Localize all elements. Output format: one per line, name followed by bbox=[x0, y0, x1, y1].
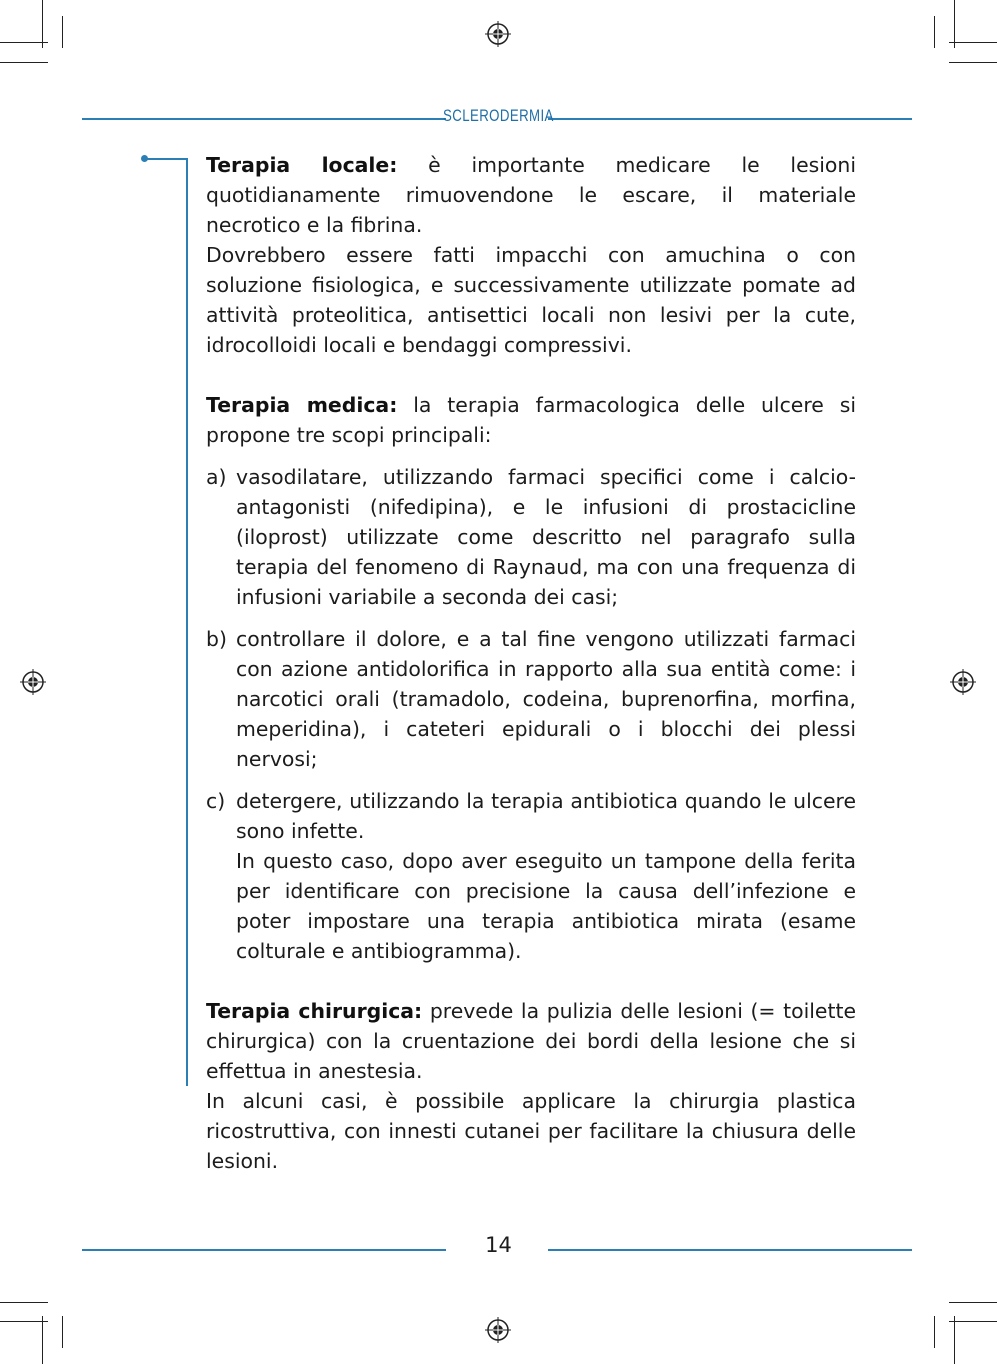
paragraph-terapia-locale bbox=[206, 150, 856, 240]
heading-terapia-chirurgica: Terapia chirurgica: bbox=[206, 999, 423, 1023]
paragraph-text: prevede la pulizia delle lesioni (= toilette chirurgica) con la cruentazione dei bordi della lesione che si effettua in anestesia. bbox=[206, 999, 856, 1083]
heading-terapia-locale: Terapia locale: bbox=[206, 153, 398, 177]
crop-mark bbox=[954, 1316, 955, 1364]
registration-mark-icon bbox=[485, 1317, 511, 1343]
crop-mark bbox=[62, 1316, 63, 1348]
crop-mark bbox=[934, 1316, 935, 1348]
crop-mark bbox=[949, 62, 997, 63]
crop-mark bbox=[0, 42, 48, 43]
body-text bbox=[206, 150, 856, 1176]
list-marker: c) bbox=[206, 789, 226, 813]
paragraph-text: la terapia farmacologica delle ulcere si propone tre scopi principali: bbox=[206, 393, 857, 447]
bracket-vertical bbox=[186, 158, 188, 1086]
crop-mark bbox=[42, 0, 43, 48]
paragraph-terapia-medica bbox=[206, 390, 856, 450]
registration-mark-icon bbox=[20, 669, 46, 695]
crop-mark bbox=[42, 1316, 43, 1364]
list-item bbox=[206, 624, 856, 774]
list-item-text: vasodilatare, utilizzando farmaci specifici come i calcio-antagonisti (nifedipina), e le infusioni di prostacicline (iloprost) utilizzate come descritto nel paragrafo sulla terapia del fenomeno di Raynaud, ma con una frequenza di infusioni variabile a seconda dei casi; bbox=[236, 465, 856, 609]
crop-mark bbox=[0, 1302, 48, 1303]
crop-mark bbox=[0, 1321, 48, 1322]
crop-mark bbox=[949, 42, 997, 43]
list-item-text: controllare il dolore, e a tal fine vengono utilizzati farmaci con azione antidolorifica in rapporto alla sua entità come: i narcotici orali (tramadolo, codeina, buprenorfina, morfina, meperidina), i cateteri epidurali o i blocchi dei plessi nervosi; bbox=[236, 627, 856, 771]
paragraph-text: In alcuni casi, è possibile applicare la chirurgia plastica ricostruttiva, con innesti cutanei per facilitare la chiusura delle lesioni. bbox=[206, 1089, 856, 1173]
paragraph-text: Dovrebbero essere fatti impacchi con amuchina o con soluzione fisiologica, e successivamente utilizzate pomate ad attività proteolitica, antisettici locali non lesivi per la cute, idrocolloidi locali e bendaggi compressivi. bbox=[206, 243, 856, 357]
crop-mark bbox=[62, 16, 63, 48]
list-item-text: detergere, utilizzando la terapia antibiotica quando le ulcere sono infette. bbox=[236, 789, 856, 843]
list-marker: a) bbox=[206, 465, 227, 489]
list-marker: b) bbox=[206, 627, 227, 651]
crop-mark bbox=[934, 16, 935, 48]
registration-mark-icon bbox=[485, 21, 511, 47]
paragraph-text: è importante medicare le lesioni quotidianamente rimuovendone le escare, il materiale necrotico e la fibrina. bbox=[206, 153, 856, 237]
bracket-top bbox=[146, 158, 188, 160]
crop-mark bbox=[949, 1321, 997, 1322]
list-item bbox=[206, 786, 856, 966]
page-number: 14 bbox=[485, 1233, 512, 1257]
heading-terapia-medica: Terapia medica: bbox=[206, 393, 398, 417]
list-item-text: In questo caso, dopo aver eseguito un tampone della ferita per identificare con precisione la causa dell’infezione e poter impostare una terapia antibiotica mirata (esame colturale e antibiogramma). bbox=[236, 849, 856, 963]
crop-mark bbox=[0, 62, 48, 63]
crop-mark bbox=[949, 1302, 997, 1303]
registration-mark-icon bbox=[950, 669, 976, 695]
list-item bbox=[206, 462, 856, 612]
running-header: SCLERODERMIA bbox=[442, 106, 554, 125]
paragraph-terapia-chirurgica bbox=[206, 996, 856, 1086]
crop-mark bbox=[954, 0, 955, 48]
